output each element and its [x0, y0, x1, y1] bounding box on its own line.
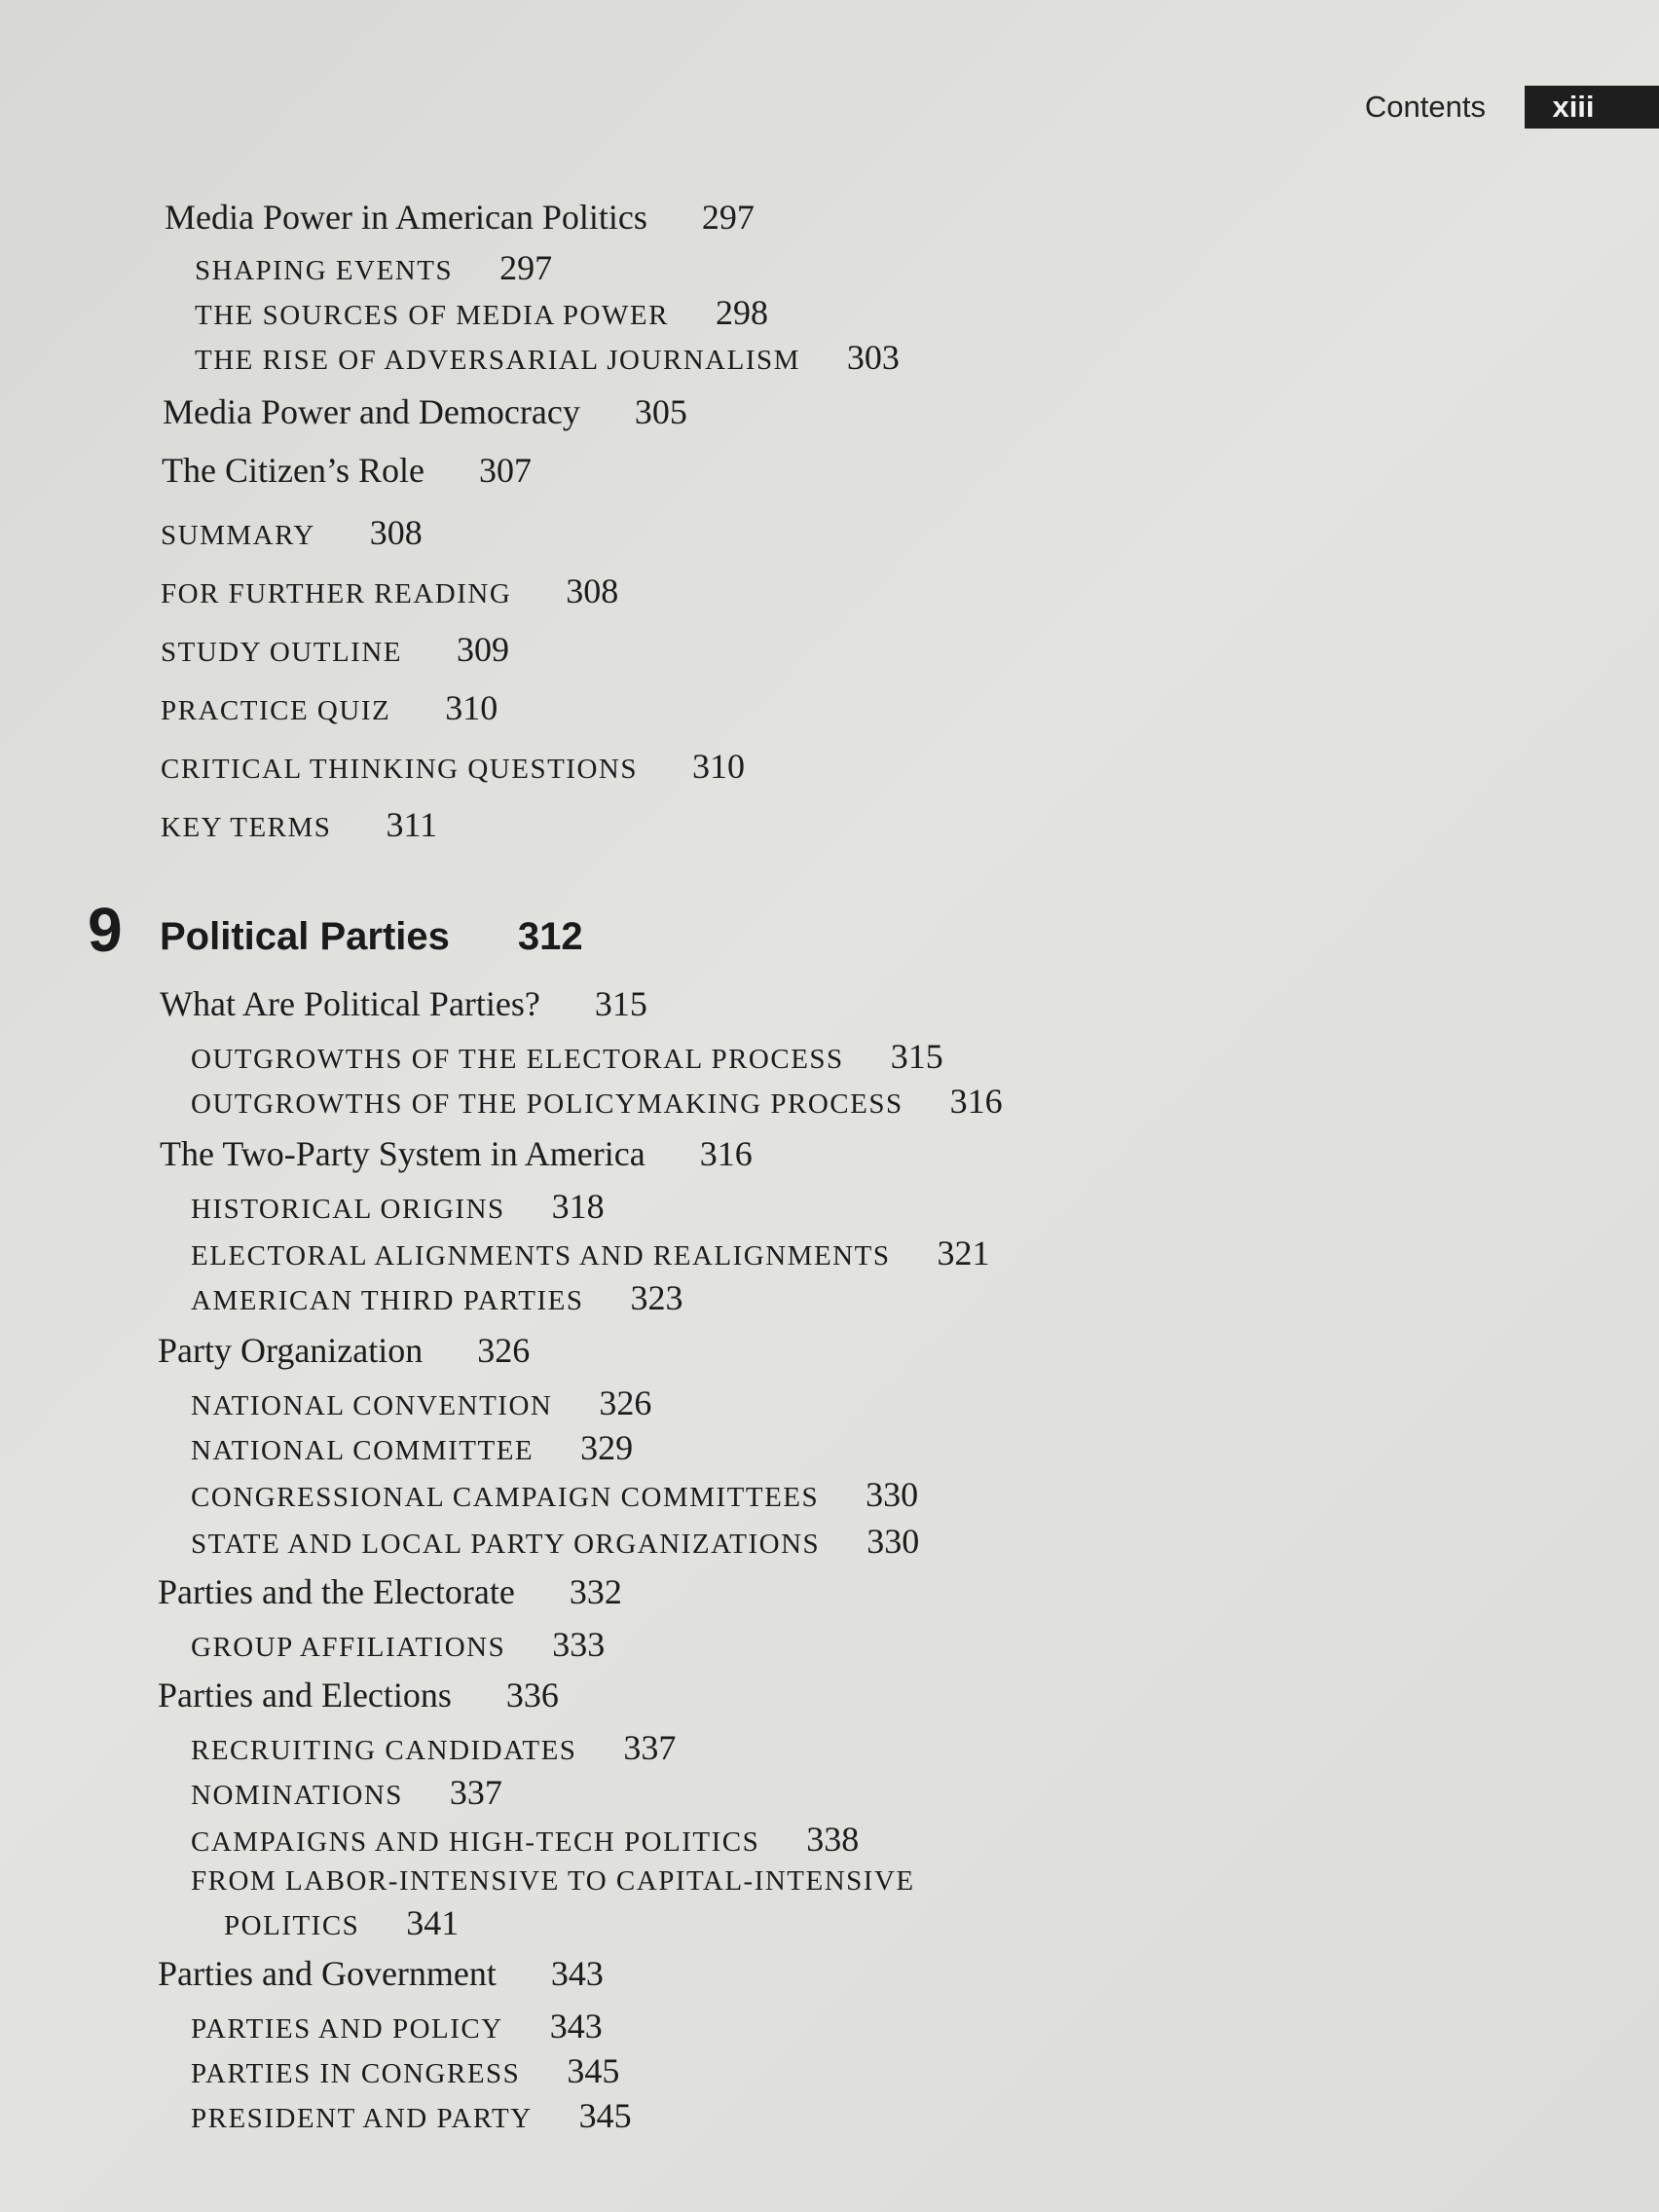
page-number: xiii — [1525, 86, 1659, 129]
running-header — [1365, 86, 1659, 129]
toc-subentry[interactable] — [191, 1382, 651, 1423]
toc-entry-page: 305 — [634, 392, 687, 431]
toc-entry-title: Media Power and Democracy — [163, 392, 580, 431]
toc-subentry[interactable] — [191, 1772, 502, 1813]
toc-subentry-title: AMERICAN THIRD PARTIES — [191, 1285, 584, 1316]
toc-entry[interactable] — [160, 1133, 753, 1174]
toc-subentry-title: SHAPING EVENTS — [195, 255, 454, 286]
toc-endmatter[interactable] — [161, 687, 498, 728]
toc-subentry-title: PARTIES IN CONGRESS — [191, 2058, 521, 2089]
toc-subentry-title: PRESIDENT AND PARTY — [191, 2103, 533, 2134]
toc-subentry-title: HISTORICAL ORIGINS — [191, 1194, 505, 1225]
toc-endmatter[interactable] — [161, 571, 618, 611]
toc-subentry-title: OUTGROWTHS OF THE ELECTORAL PROCESS — [191, 1044, 844, 1075]
toc-endmatter-page: 310 — [445, 688, 498, 727]
toc-subentry[interactable] — [191, 1233, 989, 1273]
toc-subentry-title: CAMPAIGNS AND HIGH-TECH POLITICS — [191, 1826, 760, 1858]
toc-entry-title: Party Organization — [158, 1331, 424, 1370]
toc-subentry[interactable] — [191, 1277, 682, 1318]
toc-entry-page: 307 — [478, 451, 532, 490]
toc-subentry[interactable] — [191, 2095, 632, 2136]
toc-endmatter[interactable] — [161, 512, 423, 553]
toc-endmatter[interactable] — [161, 746, 745, 787]
toc-subentry[interactable] — [191, 1819, 859, 1860]
toc-subentry-page: 337 — [623, 1728, 677, 1767]
toc-entry-title: The Two-Party System in America — [160, 1134, 645, 1173]
toc-subentry-page: 341 — [406, 1903, 460, 1942]
toc-subentry-title: POLITICS — [224, 1910, 360, 1941]
toc-subentry[interactable] — [191, 1474, 918, 1515]
toc-subentry[interactable] — [195, 337, 900, 378]
toc-subentry-title: GROUP AFFILIATIONS — [191, 1632, 506, 1663]
toc-endmatter-page: 311 — [386, 805, 438, 844]
toc-subentry-title: ELECTORAL ALIGNMENTS AND REALIGNMENTS — [191, 1240, 891, 1272]
toc-entry-page: 332 — [569, 1572, 622, 1611]
toc-entry-page: 297 — [701, 198, 755, 237]
toc-subentry[interactable] — [191, 1521, 919, 1562]
toc-entry-page: 343 — [550, 1954, 604, 1993]
toc-subentry[interactable] — [191, 1865, 915, 1898]
toc-subentry[interactable] — [191, 1427, 633, 1468]
toc-subentry[interactable] — [191, 1624, 605, 1665]
toc-subentry-page: 303 — [846, 338, 900, 377]
toc-subentry[interactable] — [191, 1081, 1003, 1122]
toc-subentry[interactable] — [191, 2006, 603, 2046]
toc-endmatter-title: SUMMARY — [161, 520, 315, 551]
toc-entry[interactable] — [158, 1571, 622, 1612]
toc-entry-title: Parties and Elections — [158, 1676, 452, 1714]
toc-subentry-page: 333 — [552, 1625, 606, 1664]
toc-subentry-page: 315 — [890, 1037, 943, 1076]
toc-subentry-page: 330 — [866, 1522, 920, 1561]
toc-entry-title: Parties and Government — [158, 1954, 497, 1993]
toc-subentry-page: 330 — [866, 1475, 919, 1514]
toc-entry[interactable] — [162, 450, 532, 491]
toc-entry-title: What Are Political Parties? — [160, 984, 540, 1023]
toc-subentry-title: NATIONAL COMMITTEE — [191, 1435, 535, 1466]
toc-entry-page: 336 — [505, 1676, 559, 1714]
chapter-title: Political Parties — [160, 915, 450, 958]
toc-entry[interactable] — [158, 1330, 530, 1371]
running-head-section: Contents — [1364, 90, 1486, 124]
toc-subentry-page: 297 — [499, 248, 553, 287]
toc-endmatter-page: 308 — [369, 513, 423, 552]
toc-subentry-page: 323 — [630, 1278, 683, 1317]
toc-subentry[interactable] — [195, 247, 552, 288]
toc-subentry-page: 329 — [580, 1428, 634, 1467]
toc-subentry-page: 343 — [549, 2007, 603, 2046]
toc-subentry[interactable] — [191, 1727, 676, 1768]
toc-subentry[interactable] — [191, 2050, 619, 2091]
toc-subentry-page: 345 — [578, 2096, 632, 2135]
toc-subentry[interactable] — [195, 292, 768, 333]
toc-subentry-title: FROM LABOR-INTENSIVE TO CAPITAL-INTENSIVE — [191, 1865, 915, 1897]
toc-endmatter-page: 308 — [566, 571, 619, 610]
toc-entry[interactable] — [160, 983, 647, 1024]
toc-entry-title: Media Power in American Politics — [165, 198, 647, 237]
toc-endmatter-title: KEY TERMS — [161, 812, 332, 843]
toc-subentry-title: CONGRESSIONAL CAMPAIGN COMMITTEES — [191, 1482, 820, 1513]
toc-subentry-page: 337 — [449, 1773, 502, 1812]
toc-entry[interactable] — [158, 1675, 559, 1715]
toc-subentry-page: 345 — [567, 2051, 620, 2090]
toc-subentry-title: THE SOURCES OF MEDIA POWER — [195, 300, 669, 331]
toc-subentry-page: 316 — [949, 1082, 1003, 1121]
toc-subentry-title: THE RISE OF ADVERSARIAL JOURNALISM — [195, 345, 800, 376]
chapter-number: 9 — [88, 895, 123, 965]
toc-entry-title: Parties and the Electorate — [158, 1572, 515, 1611]
toc-subentry-continuation[interactable] — [224, 1902, 459, 1943]
toc-subentry-title: NOMINATIONS — [191, 1780, 403, 1811]
toc-endmatter-title: FOR FURTHER READING — [161, 578, 512, 609]
toc-subentry-title: STATE AND LOCAL PARTY ORGANIZATIONS — [191, 1529, 821, 1560]
chapter-page: 312 — [517, 915, 583, 958]
toc-endmatter[interactable] — [161, 804, 437, 845]
toc-subentry-title: RECRUITING CANDIDATES — [191, 1735, 577, 1766]
toc-entry[interactable] — [158, 1953, 604, 1994]
toc-entry[interactable] — [165, 197, 755, 238]
toc-endmatter[interactable] — [161, 629, 509, 670]
toc-subentry-title: OUTGROWTHS OF THE POLICYMAKING PROCESS — [191, 1088, 903, 1120]
toc-subentry[interactable] — [191, 1186, 605, 1227]
toc-endmatter-title: PRACTICE QUIZ — [161, 695, 391, 726]
toc-entry-title: The Citizen’s Role — [162, 451, 424, 490]
toc-subentry-page: 318 — [551, 1187, 605, 1226]
toc-subentry-page: 326 — [599, 1383, 652, 1422]
toc-entry-page: 316 — [699, 1134, 753, 1173]
toc-entry-page: 326 — [477, 1331, 531, 1370]
toc-subentry-page: 298 — [715, 293, 768, 332]
toc-endmatter-title: CRITICAL THINKING QUESTIONS — [161, 754, 638, 785]
toc-endmatter-page: 310 — [691, 747, 745, 786]
toc-endmatter-page: 309 — [456, 630, 509, 669]
toc-subentry-title: NATIONAL CONVENTION — [191, 1390, 553, 1421]
chapter-title-line — [160, 915, 583, 959]
toc-entry[interactable] — [163, 391, 687, 432]
toc-subentry[interactable] — [191, 1036, 943, 1077]
toc-subentry-title: PARTIES AND POLICY — [191, 2013, 503, 2045]
toc-endmatter-title: STUDY OUTLINE — [161, 637, 402, 668]
toc-subentry-page: 321 — [937, 1234, 990, 1272]
toc-entry-page: 315 — [594, 984, 647, 1023]
toc-subentry-page: 338 — [806, 1820, 860, 1859]
